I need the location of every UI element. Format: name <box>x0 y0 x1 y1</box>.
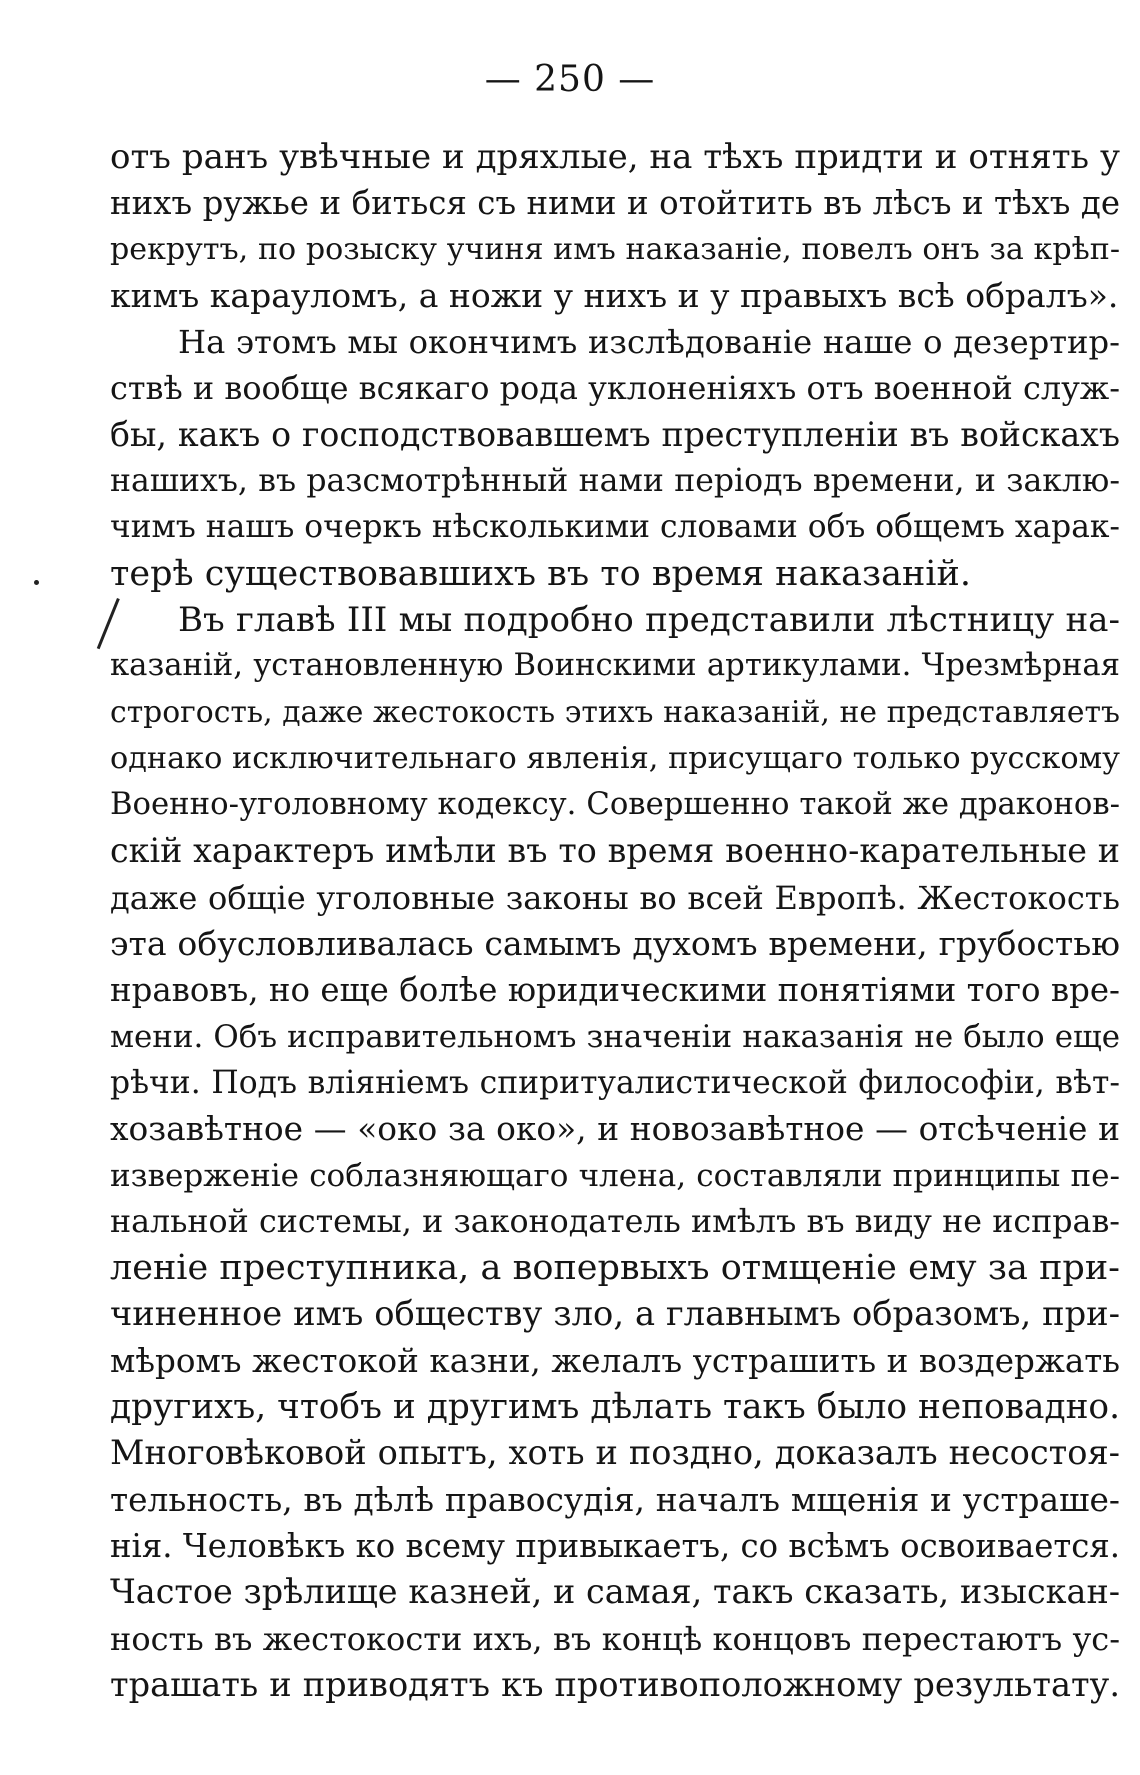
text-line: рѣчи. Подъ вліяніемъ спиритуалистической философіи, вѣт- <box>110 1064 1120 1101</box>
text-line: чиненное имъ обществу зло, а главнымъ образомъ, при- <box>110 1294 1120 1334</box>
text-line: терѣ существовавшихъ въ то время наказаній. <box>110 553 971 594</box>
text-line: казаній, установленную Воинскими артикулами. Чрезмѣрная <box>110 648 1120 684</box>
text-line: трашать и приводятъ къ противоположному результату. <box>110 1664 1120 1704</box>
text-line: тельность, въ дѣлѣ правосудія, началъ мщенія и устраше- <box>110 1480 1120 1519</box>
text-line: леніе преступника, а вопервыхъ отмщеніе ему за при- <box>110 1248 1120 1289</box>
text-line: эта обусловливалась самымъ духомъ времени, грубостью <box>110 924 1120 964</box>
text-line: даже общіе уголовные законы во всей Европѣ. Жестокость <box>110 878 1120 917</box>
text-line: Частое зрѣлище казней, и самая, такъ сказать, изыскан- <box>110 1572 1120 1612</box>
text-line: Военно-уголовному кодексу. Совершенно такой же драконов- <box>110 787 1120 823</box>
text-line: другихъ, чтобъ и другимъ дѣлать такъ было неповадно. <box>110 1387 1120 1428</box>
text-line: строгость, даже жестокость этихъ наказаній, не представляетъ <box>110 694 1120 730</box>
text-line: ствѣ и вообще всякаго рода уклоненіяхъ отъ военной служ- <box>110 369 1120 408</box>
ink-dot-mark <box>34 580 39 585</box>
body-text <box>110 134 1120 1708</box>
text-line: нальной системы, и законодатель имѣлъ въ виду не исправ- <box>110 1203 1120 1240</box>
text-line: нашихъ, въ разсмотрѣнный нами періодъ времени, и заклю- <box>110 463 1120 500</box>
text-line: изверженіе соблазняющаго члена, составляли принципы пе- <box>110 1157 1120 1194</box>
text-line: бы, какъ о господствовавшемъ преступленіи въ войскахъ <box>110 414 1120 454</box>
page-number: — 250 — <box>484 59 656 100</box>
text-line: чимъ нашъ очеркъ нѣсколькими словами объ общемъ харак- <box>110 509 1120 546</box>
text-line: кимъ карауломъ, а ножи у нихъ и у правыхъ всѣ обралъ». <box>110 275 1119 315</box>
text-line: отъ ранъ увѣчные и дряхлые, на тѣхъ придти и отнять у <box>110 137 1120 177</box>
text-line: хозавѣтное — «око за око», и новозавѣтное — отсѣченіе и <box>110 1110 1120 1149</box>
text-line: Въ главѣ III мы подробно представили лѣстницу на- <box>178 599 1120 640</box>
text-line: нравовъ, но еще болѣе юридическими понятіями того вре- <box>110 971 1120 1010</box>
text-line: рекрутъ, по розыску учиня имъ наказаніе, повелъ онъ за крѣп- <box>110 231 1120 267</box>
text-line: нія. Человѣкъ ко всему привыкаетъ, со всѣмъ освоивается. <box>110 1526 1120 1565</box>
text-line: мени. Объ исправительномъ значеніи наказанія не было еще <box>110 1018 1120 1055</box>
text-line: нихъ ружье и биться съ ними и отойтить въ лѣсъ и тѣхъ де <box>110 184 1120 223</box>
text-line: скій характеръ имѣли въ то время военно-карательные и <box>110 831 1120 871</box>
text-line: однако исключительнаго явленія, присущаго только русскому <box>110 740 1120 776</box>
text-line: мѣромъ жестокой казни, желалъ устрашить и воздержать <box>110 1341 1120 1380</box>
text-line: Многовѣковой опытъ, хоть и поздно, доказалъ несостоя- <box>110 1433 1120 1473</box>
text-line: На этомъ мы окончимъ изслѣдованіе наше о дезертир- <box>178 323 1120 362</box>
text-line: ность въ жестокости ихъ, въ концѣ концовъ перестаютъ ус- <box>110 1619 1120 1658</box>
